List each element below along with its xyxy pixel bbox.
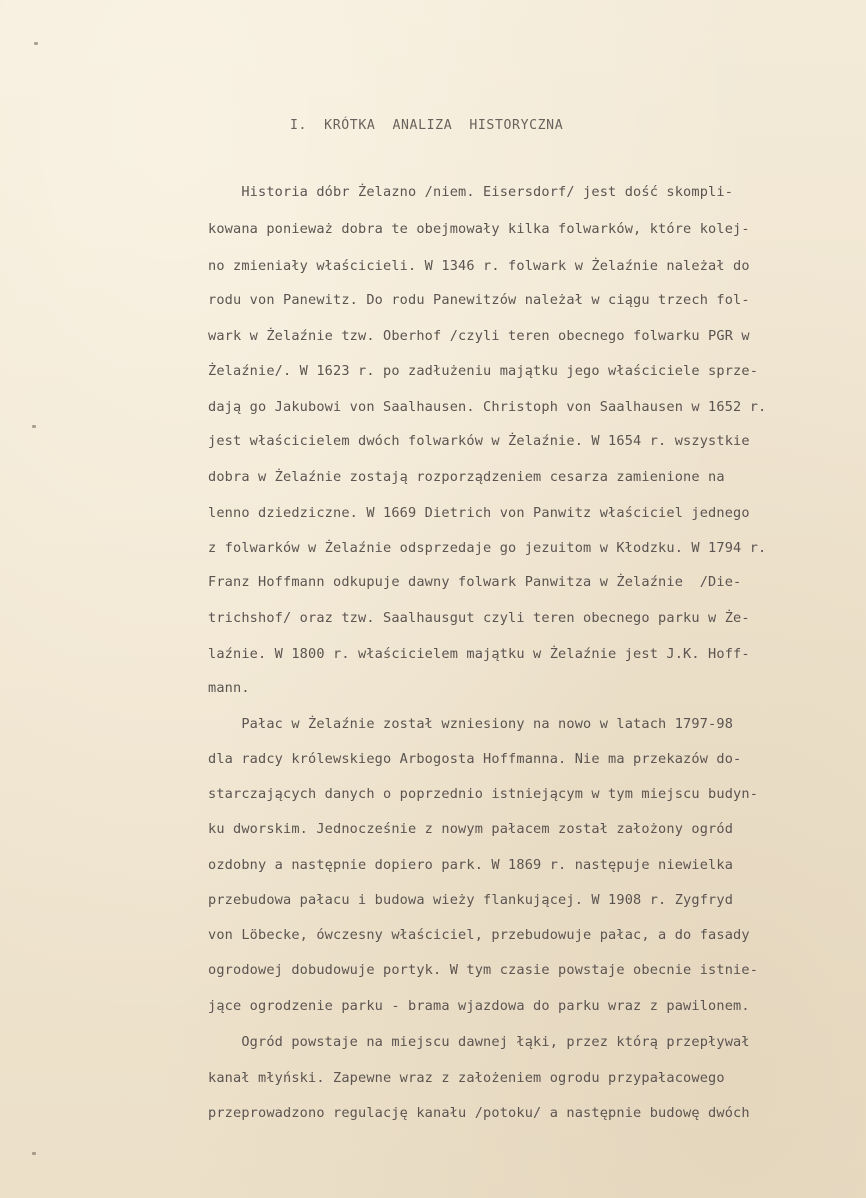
text-line: Historia dóbr Żelazno /niem. Eisersdorf/ jest dość skompli-	[208, 184, 734, 200]
text-line: Franz Hoffmann odkupuje dawny folwark Panwitza w Żelaźnie /Die-	[208, 574, 742, 590]
text-line: von Löbecke, ówczesny właściciel, przebudowuje pałac, a do fasady	[208, 927, 750, 943]
text-line: jest właścicielem dwóch folwarków w Żelaźnie. W 1654 r. wszystkie	[208, 433, 750, 449]
text-line: laźnie. W 1800 r. właścicielem majątku w Żelaźnie jest J.K. Hoff-	[208, 646, 750, 662]
text-line: starczających danych o poprzednio istniejącym w tym miejscu budyn-	[208, 786, 759, 802]
text-line: jące ogrodzenie parku - brama wjazdowa do parku wraz z pawilonem.	[208, 998, 750, 1014]
text-line: no zmieniały właścicieli. W 1346 r. folwark w Żelaźnie należał do	[208, 258, 750, 274]
text-line: mann.	[208, 680, 250, 696]
text-line: wark w Żelaźnie tzw. Oberhof /czyli teren obecnego folwarku PGR w	[208, 328, 750, 344]
text-line: kowana ponieważ dobra te obejmowały kilka folwarków, które kolej-	[208, 221, 750, 237]
text-line: kanał młyński. Zapewne wraz z założeniem ogrodu przypałacowego	[208, 1070, 725, 1086]
text-line: rodu von Panewitz. Do rodu Panewitzów należał w ciągu trzech fol-	[208, 292, 750, 308]
text-line: dla radcy królewskiego Arbogosta Hoffmanna. Nie ma przekazów do-	[208, 751, 742, 767]
text-line: dają go Jakubowi von Saalhausen. Christoph von Saalhausen w 1652 r.	[208, 399, 767, 415]
text-line: dobra w Żelaźnie zostają rozporządzeniem cesarza zamienione na	[208, 469, 725, 485]
text-line: ozdobny a następnie dopiero park. W 1869 r. następuje niewielka	[208, 857, 734, 873]
binding-hole-mark	[32, 1152, 36, 1155]
text-line: lenno dziedziczne. W 1669 Dietrich von Panwitz właściciel jednego	[208, 505, 750, 521]
text-line: Pałac w Żelaźnie został wzniesiony na nowo w latach 1797-98	[208, 716, 734, 732]
text-line: ku dworskim. Jednocześnie z nowym pałacem został założony ogród	[208, 821, 734, 837]
text-line: przeprowadzono regulację kanału /potoku/ a następnie budowę dwóch	[208, 1105, 750, 1121]
binding-hole-mark	[34, 42, 38, 45]
text-line: przebudowa pałacu i budowa wieży flankującej. W 1908 r. Zygfryd	[208, 892, 734, 908]
text-line: z folwarków w Żelaźnie odsprzedaje go jezuitom w Kłodzku. W 1794 r.	[208, 540, 767, 556]
text-line: Żelaźnie/. W 1623 r. po zadłużeniu majątku jego właściciele sprze-	[208, 363, 759, 379]
section-heading: I. KRÓTKA ANALIZA HISTORYCZNA	[290, 118, 564, 133]
text-line: ogrodowej dobudowuje portyk. W tym czasie powstaje obecnie istnie-	[208, 962, 759, 978]
text-line: trichshof/ oraz tzw. Saalhausgut czyli teren obecnego parku w Że-	[208, 610, 750, 626]
binding-hole-mark	[32, 425, 36, 428]
text-line: Ogród powstaje na miejscu dawnej łąki, przez którą przepływał	[208, 1034, 750, 1050]
